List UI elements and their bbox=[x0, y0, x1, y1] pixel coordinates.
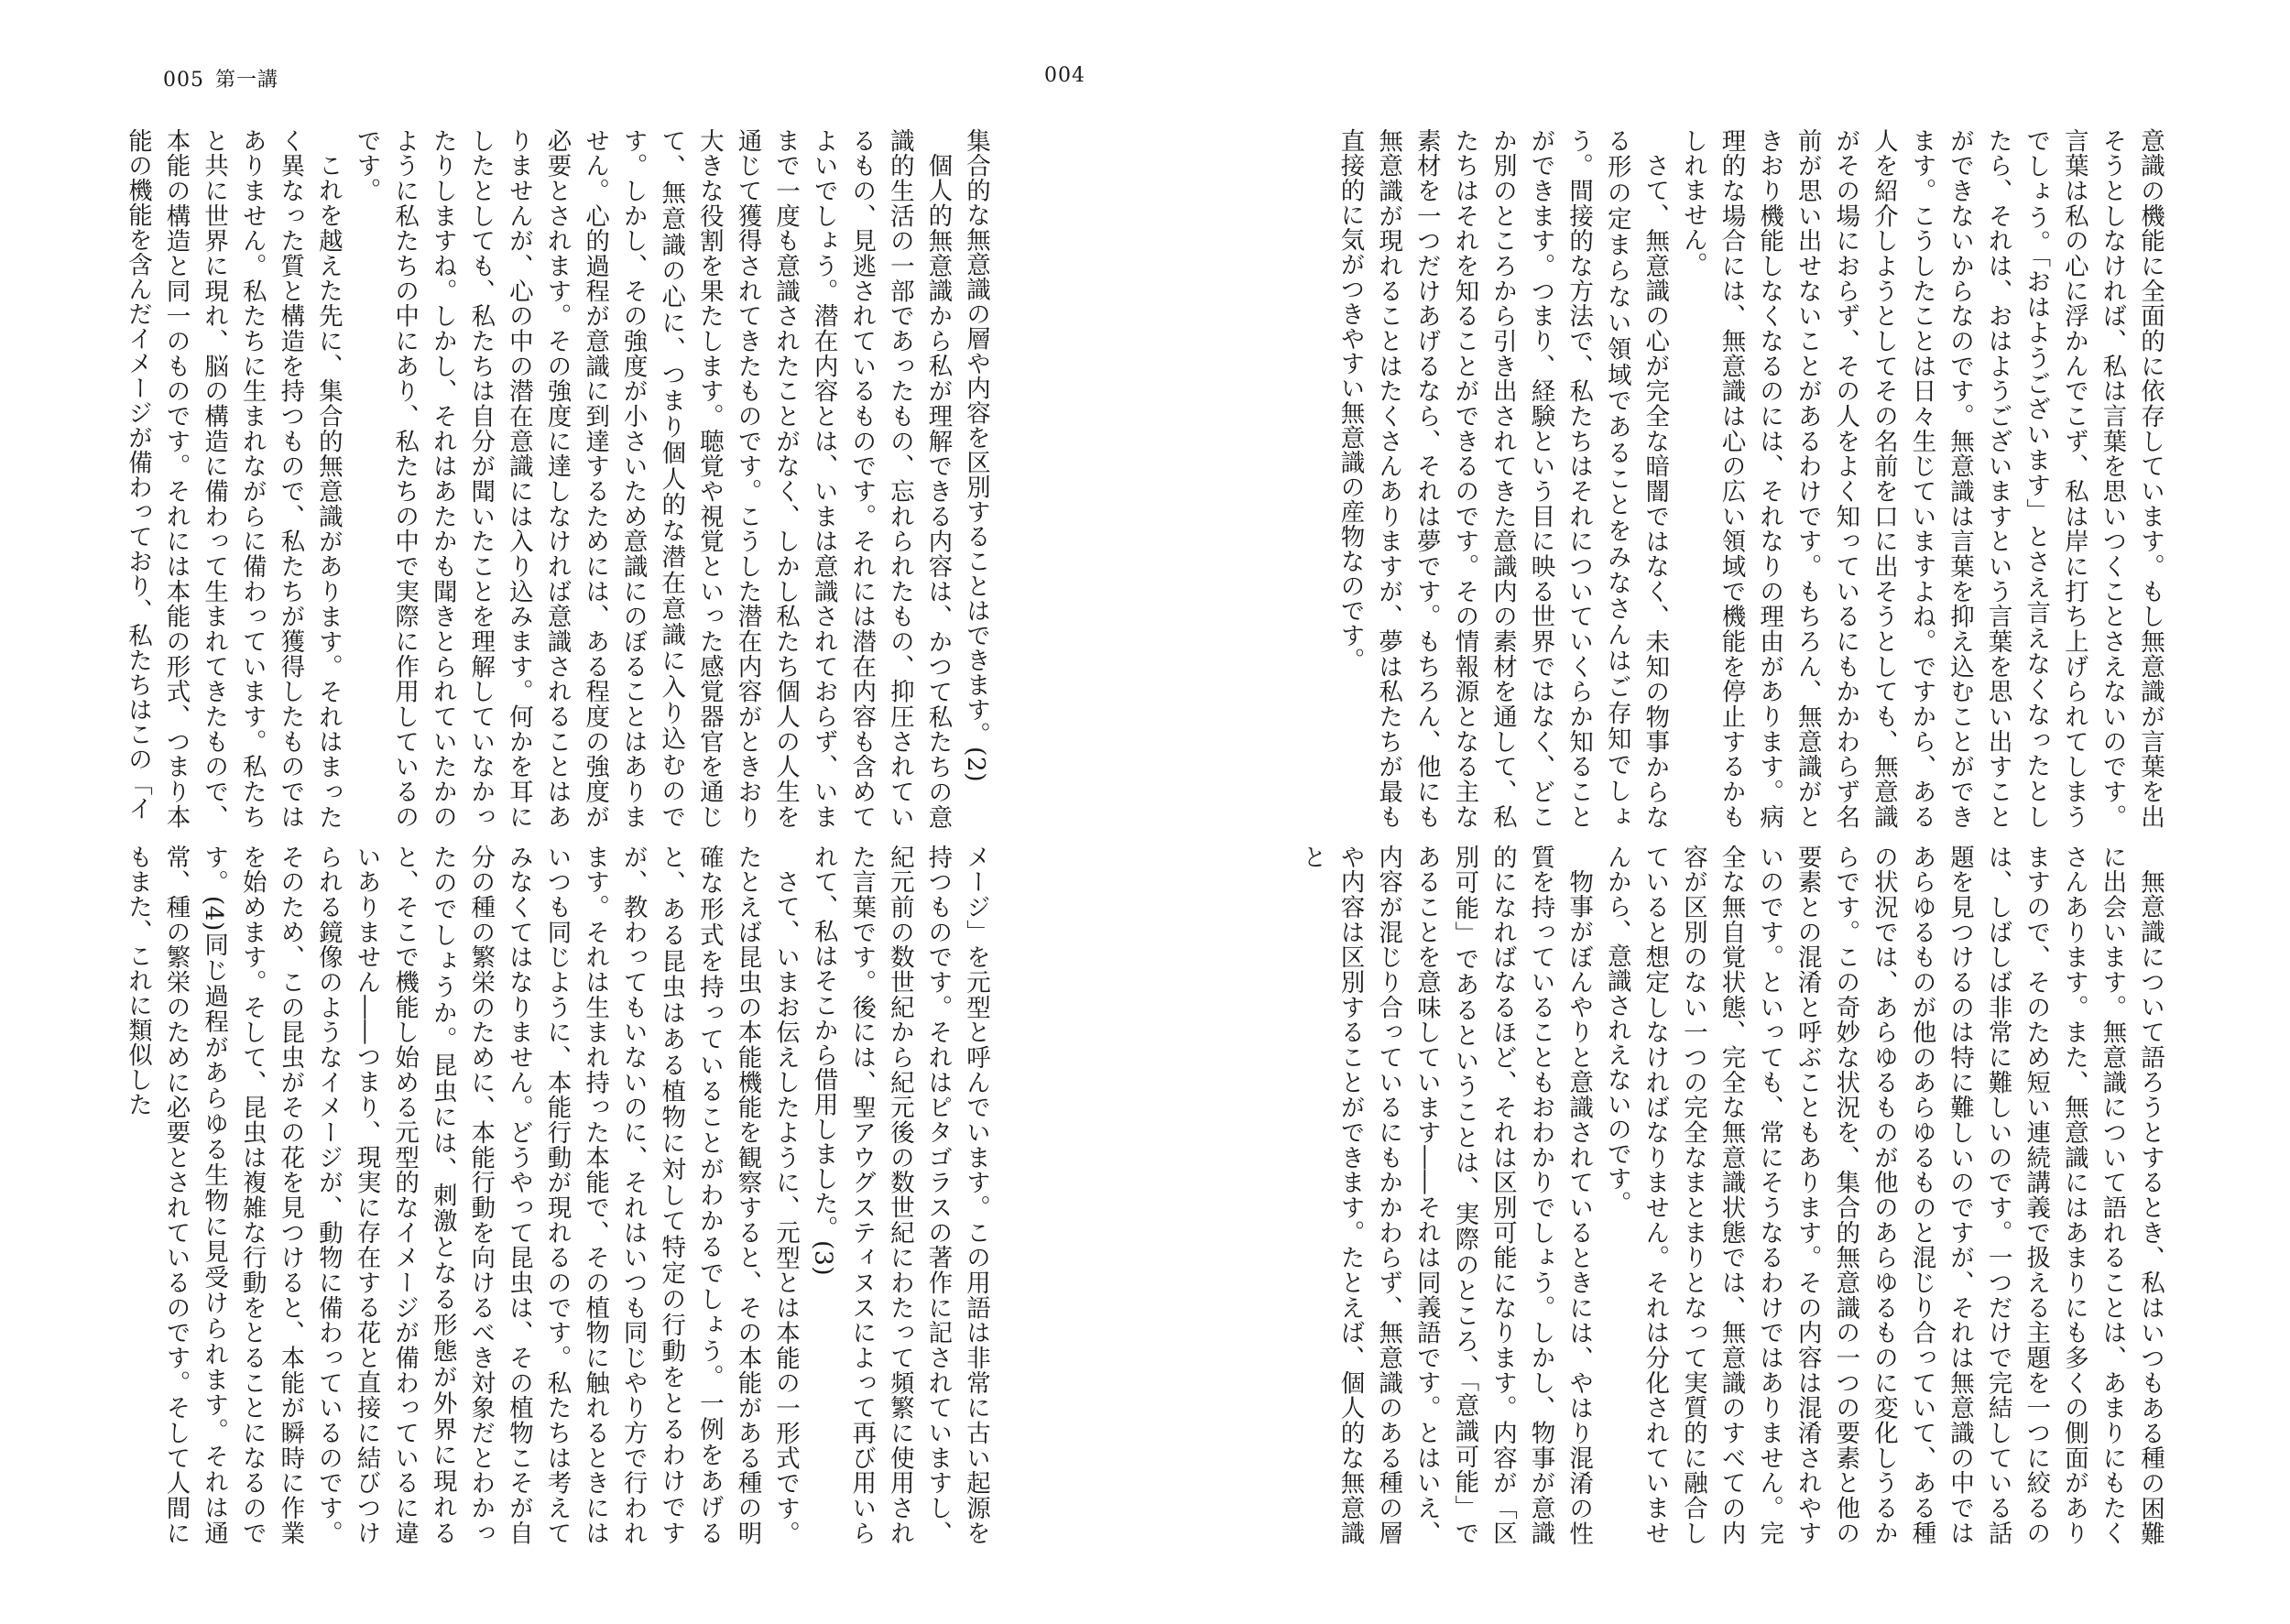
paragraph: さて、無意識の心が完全な暗闇ではなく、未知の物事からなる形の定まらない領域であることをみなさんはご存知でしょう。間接的な方法で、私たちはそれについていくらか知ることができます。つまり、経験という目に映る世界ではなく、どこか別のところから引き出されてきた意識内の素材を通して、私たちはそれを知ることができるのです。その情報源となる主な素材を一つだけあげるなら、それは夢です。もちろん、他にも無意識が現れることはたくさんありますが、夢は私たちが最も直接的に気がつきやすい無意識の産物なのです。 bbox=[1336, 128, 1670, 829]
paragraph: 無意識について語ろうとするとき、私はいつもある種の困難に出会います。無意識について語れることは、あまりにもたくさんあります。また、無意識にはあまりにも多くの側面がありますので、そのため短い連続講義で扱える主題を一つに絞るのは、しばしば非常に難しいのです。一つだけで完結している話題を見つけるのは特に難しいのですが、それは無意識の中ではあらゆるものが他のあらゆるものと混じり合っていて、ある種の状況では、あらゆるものが他のあらゆるものに変化しうるからです。この奇妙な状況を、集合的無意識の一つの要素と他の要素との混淆と呼ぶこともあります。その内容は混淆されやすいのです。といっても、常にそうなるわけではありません。完全な無自覚状態、完全な無意識状態では、無意識のすべての内容が区別のない一つの完全なまとまりとなって実質的に融合していると想定しなければなりません。それは分化されていませんから、意識されえないのです。 bbox=[1602, 845, 2165, 1545]
left-page-top-column bbox=[123, 128, 995, 830]
paragraph: 個人的無意識から私が理解できる内容は、かつて私たちの意識的生活の一部であったもの、忘れられたもの、抑圧されているもの、見逃されているものです。それには潜在内容も含めてよいでしょう。潜在内容とは、いまは意識されておらず、いままで一度も意識されたことがなく、しかし私たち個人の人生を通じて獲得されてきたものです。こうした潜在内容がときおり大きな役割を果たします。聴覚や視覚といった感覚器官を通じて、無意識の心に、つまり個人的な潜在意識に入り込むのです。しかし、その強度が小さいため意識にのぼることはありません。心的過程が意識に到達するためには、ある程度の強度が必要とされます。その強度に達しなければ意識されることはありませんが、心の中の潜在意識には入り込みます。何かを耳にしたとしても、私たちは自分が聞いたことを理解していなかったりしますね。しかし、それはあたかも聞きとられていたかのように私たちの中にあり、私たちの中で実際に作用しているのです。 bbox=[352, 128, 953, 830]
left-page-header bbox=[163, 64, 278, 93]
left-page-bottom-column bbox=[123, 845, 995, 1546]
chapter-title: 第一講 bbox=[215, 69, 279, 92]
right-page-bottom-column bbox=[1297, 845, 2169, 1545]
right-page-number: 004 bbox=[1044, 64, 1085, 87]
paragraph: メージ」を元型と呼んでいます。この用語は非常に古い起源を持つものです。それはピタゴラスの著作に記されていますし、紀元前の数世紀から紀元後の数世紀にわたって頻繁に使用された言葉です。後には、聖アウグスティヌスによって再び用いられて、私はそこから借用しました。(3) bbox=[809, 845, 990, 1545]
left-page-number: 005 bbox=[163, 69, 204, 92]
paragraph: 物事がぼんやりと意識されているときには、やはり混淆の性質を持っていることもおわかりでしょう。しかし、物事が意識的になればなるほど、それは区別可能になります。内容が「区別可能」であるということは、実際のところ、「意識可能」であることを意味しています――それは同義語です。とはいえ、内容が混じり合っているにもかかわらず、無意識のある種の層や内容は区別することができます。たとえば、個人的な無意識と bbox=[1297, 845, 1594, 1545]
paragraph: 集合的な無意識の層や内容を区別することはできます。(2) bbox=[962, 128, 990, 783]
paragraph: さて、いまお伝えしたように、元型とは本能の一形式です。たとえば昆虫の本能機能を観察すると、その本能がある種の明確な形式を持っていることがわかるでしょう。一例をあげると、ある昆虫はある植物に対して特定の行動をとるわけですが、教わってもいないのに、それはいつも同じやり方で行われます。それは生まれ持った本能で、その植物に触れるときにはいつも同じように、本能行動が現れるのです。私たちは考えてみなくてはなりません。どうやって昆虫は、その植物こそが自分の種の繁栄のために、本能行動を向けるべき対象だとわかったのでしょうか。昆虫には、刺激となる形態が外界に現れると、そこで機能し始める元型的なイメージが備わっているに違いありません――つまり、現実に存在する花と直接に結びつけられる鏡像のようなイメージが、動物に備わっているのです。そのため、この昆虫がその花を見つけると、本能が瞬時に作業を始めます。そして、昆虫は複雑な行動をとることになるのです。(4)同じ過程があらゆる生物に見受けられます。それは通常、種の繁栄のために必要とされているのです。そして人間にもまた、これに類似した bbox=[123, 845, 801, 1546]
paragraph: 意識の機能に全面的に依存しています。もし無意識が言葉を出そうとしなければ、私は言葉を思いつくことさえないのです。言葉は私の心に浮かんでこず、私は岸に打ち上げられてしまうでしょう。「おはようございます」とさえ言えなくなったとしたら、それは、おはようございますという言葉を思い出すことができないからなのです。無意識は言葉を抑え込むことができます。こうしたことは日々生じていますよね。ですから、ある人を紹介しようとしてその名前を口に出そうとしても、無意識がその場におらず、その人をよく知っているにもかかわらず名前が思い出せないことがあるわけです。もちろん、無意識がときおり機能しなくなるのには、それなりの理由があります。病理的な場合には、無意識は心の広い領域で機能を停止するかもしれません。 bbox=[1678, 128, 2165, 829]
paragraph: これを越えた先に、集合的無意識があります。それはまったく異なった質と構造を持つもので、私たちが獲得したものではありません。私たちに生まれながらに備わっています。私たちと共に世界に現れ、脳の構造に備わって生まれてきたもので、本能の構造と同一のものです。それには本能の形式、つまり本能の機能を含んだイメージが備わっており、私たちはこの「イ bbox=[123, 128, 343, 829]
right-page-top-column bbox=[1312, 128, 2169, 829]
